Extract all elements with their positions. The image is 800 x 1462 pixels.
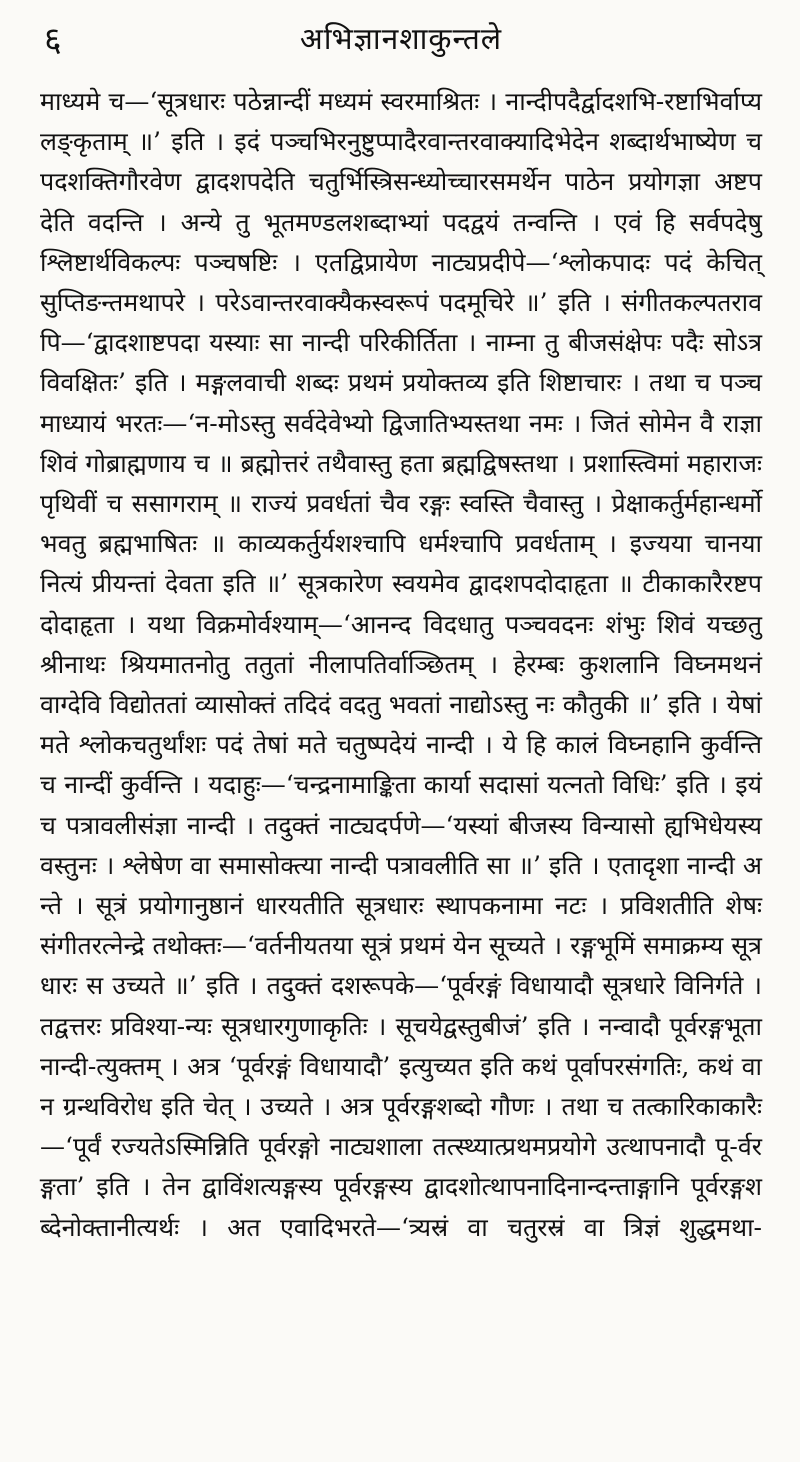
- body-text: माध्यमे च—‘सूत्रधारः पठेन्नान्दीं मध्यमं स्वरमाश्रितः । नान्दीपदैर्द्वादशभि-रष्टाभिर्वाप्यलङ्कृताम् ॥’ इति । इदं पञ्चभिरनुष्टुप्पादैरवान्तरवाक्यादिभेदेन शब्दार्थभाष्येण च पदशक्तिगौरवेण द्वादशपदेति चतुर्भिस्त्रिसन्ध्योच्चारसमर्थेन पाठेन प्रयोगज्ञा अष्टपदेति वदन्ति । अन्ये तु भूतमण्डलशब्दाभ्यां पदद्वयं तन्वन्ति । एवं हि सर्वपदेषु श्लिष्टार्थविकल्पः पञ्चषष्टिः । एतद्विप्रायेण नाट्यप्रदीपे—‘श्लोकपादः पदं केचित् सुप्तिङन्तमथापरे । परेऽवान्तरवाक्यैकस्वरूपं पदमूचिरे ॥’ इति । संगीतकल्पतरावपि—‘द्वादशाष्टपदा यस्याः सा नान्दी परिकीर्तिता । नाम्ना तु बीजसंक्षेपः पदैः सोऽत्र विवक्षितः’ इति । मङ्गलवाची शब्दः प्रथमं प्रयोक्तव्य इति शिष्टाचारः । तथा च पञ्चमाध्यायं भरतः—‘न-मोऽस्तु सर्वदेवेभ्यो द्विजातिभ्यस्तथा नमः । जितं सोमेन वै राज्ञा शिवं गोब्राह्मणाय च ॥ ब्रह्मोत्तरं तथैवास्तु हता ब्रह्मद्विषस्तथा । प्रशास्त्विमां महाराजः पृथिवीं च ससागराम् ॥ राज्यं प्रवर्धतां चैव रङ्गः स्वस्ति चैवास्तु । प्रेक्षाकर्तुर्महान्धर्मो भवतु ब्रह्मभाषितः ॥ काव्यकर्तुर्यशश्चापि धर्मश्चापि प्रवर्धताम् । इज्यया चानया नित्यं प्रीयन्तां देवता इति ॥’ सूत्रकारेण स्वयमेव द्वादशपदोदाहृता ॥ टीकाकारैरष्टपदोदाहृता । यथा विक्रमोर्वश्याम्—‘आनन्द विदधातु पञ्चवदनः शंभुः शिवं यच्छतु श्रीनाथः श्रियमातनोतु ततुतां नीलापतिर्वाञ्छितम् । हेरम्बः कुशलानि विघ्नमथनं वाग्देवि विद्योततां व्यासोक्तं तदिदं वदतु भवतां नाद्योऽस्तु नः कौतुकी ॥’ इति । येषां मते श्लोकचतुर्थांशः पदं तेषां मते चतुष्पदेयं नान्दी । ये हि कालं विघ्नहानि कुर्वन्ति च नान्दीं कुर्वन्ति । यदाहुः—‘चन्द्रनामाङ्किता कार्या सदासां यत्नतो विधिः’ इति । इयं च पत्रावलीसंज्ञा नान्दी । तदुक्तं नाट्यदर्पणे—‘यस्यां बीजस्य विन्यासो ह्यभिधेयस्य वस्तुनः । श्लेषेण वा समासोक्त्या नान्दी पत्रावलीति सा ॥’ इति । एतादृशा नान्दी अन्ते । सूत्रं प्रयोगानुष्ठानं धारयतीति सूत्रधारः स्थापकनामा नटः । प्रविशतीति शेषः संगीतरत्नेन्द्रे तथोक्तः—‘वर्तनीयतया सूत्रं प्रथमं येन सूच्यते । रङ्गभूमिं समाक्रम्य सूत्रधारः स उच्यते ॥’ इति । तदुक्तं दशरूपके—‘पूर्वरङ्गं विधायादौ सूत्रधारे विनिर्गते । तद्वत्तरः प्रविश्या-न्यः सूत्रधारगुणाकृतिः । सूचयेद्वस्तुबीजं’ इति । नन्वादौ पूर्वरङ्गभूता नान्दी-त्युक्तम् । अत्र ‘पूर्वरङ्गं विधायादौ’ इत्युच्यत इति कथं पूर्वापरसंगतिः, कथं वा न ग्रन्थविरोध इति चेत् । उच्यते । अत्र पूर्वरङ्गशब्दो गौणः । तथा च तत्कारिकाकारैः—‘पूर्वं रज्यतेऽस्मिन्निति पूर्वरङ्गो नाट्यशाला तत्स्थ्यात्प्रथमप्रयोगे उत्थापनादौ पू-र्वरङ्गता’ इति । तेन द्वाविंशत्यङ्गस्य पूर्वरङ्गस्य द्वादशोत्थापनादिनान्दन्ताङ्गानि पूर्वरङ्गशब्देनोक्तानीत्यर्थः । अत एवादिभरते—‘त्र्यस्रं वा चतुरस्रं वा त्रिज्ञं शुद्धमथा-: [40, 87, 762, 1242]
- scanned-page: [40, 18, 762, 1438]
- page-number: ६: [44, 20, 62, 60]
- page-header: [40, 18, 762, 82]
- running-title: अभिज्ञानशाकुन्तले: [299, 22, 503, 57]
